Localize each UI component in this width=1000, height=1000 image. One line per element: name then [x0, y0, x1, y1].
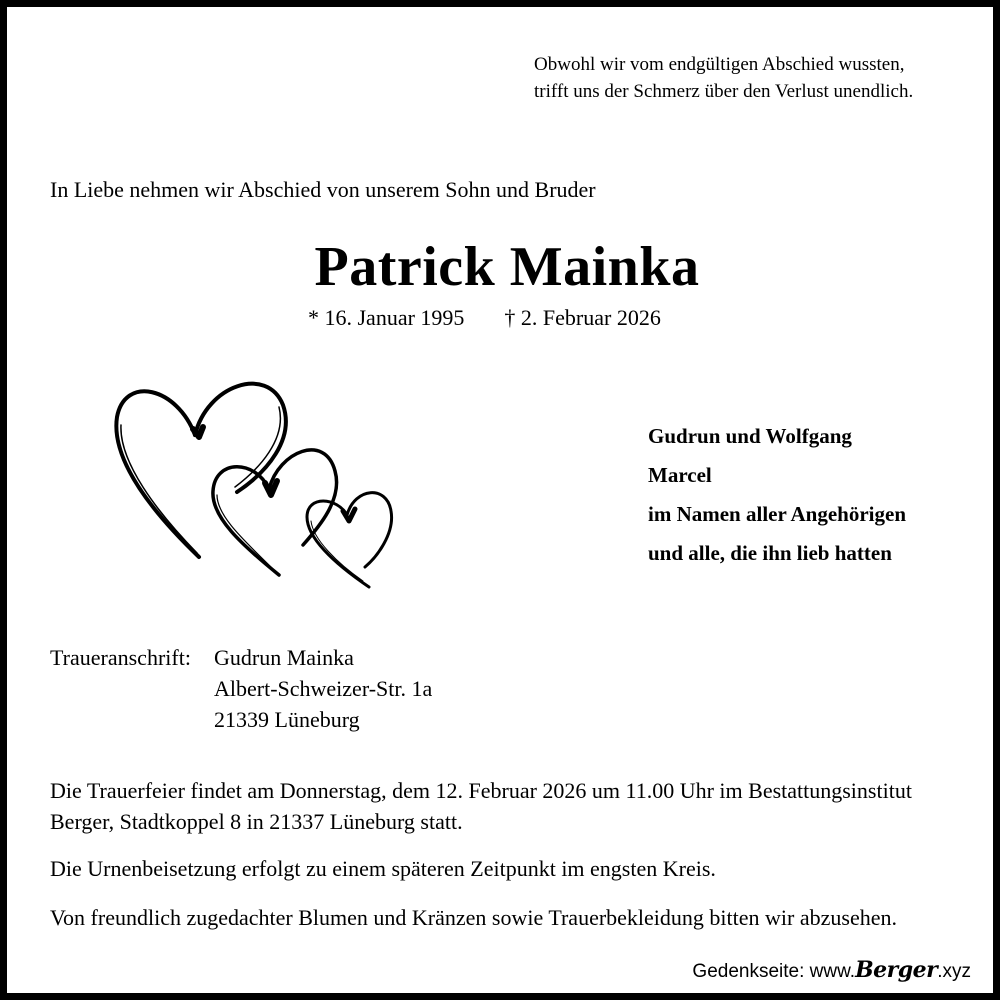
address-line: Gudrun Mainka [214, 645, 354, 670]
mourner-line: Marcel [648, 463, 712, 487]
mourner-line: und alle, die ihn lieb hatten [648, 541, 892, 565]
intro-text: In Liebe nehmen wir Abschied von unserem Sohn und Bruder [50, 177, 596, 202]
address-line: 21339 Lüneburg [214, 707, 360, 732]
life-dates [308, 305, 661, 331]
flowers-request-text: Von freundlich zugedachter Blumen und Kränzen sowie Trauerbekleidung bitten wir abzusehen. [50, 905, 897, 930]
mourner-line: im Namen aller Angehörigen [648, 502, 907, 526]
urn-burial-text: Die Urnenbeisetzung erfolgt zu einem späteren Zeitpunkt im engsten Kreis. [50, 856, 716, 881]
funeral-service-text: Die Trauerfeier findet am Donnerstag, dem 12. Februar 2026 um 11.00 Uhr im Bestattungsinstitut Berger, Stadtkoppel 8 in 21337 Lüneburg statt. [50, 778, 912, 834]
death-date: † 2. Februar 2026 [504, 305, 661, 330]
motto-quote [534, 51, 913, 105]
brand-logo-text: Berger [855, 957, 938, 983]
motto-line-2: trifft uns der Schmerz über den Verlust unendlich. [534, 81, 914, 102]
footer-suffix: .xyz [937, 961, 971, 982]
mourner-line: Gudrun und Wolfgang [648, 424, 852, 448]
address-line: Albert-Schweizer-Str. 1a [214, 676, 433, 701]
memorial-page-link[interactable] [692, 957, 971, 983]
birth-date: * 16. Januar 1995 [308, 305, 465, 330]
motto-line-1: Obwohl wir vom endgültigen Abschied wussten, [534, 54, 905, 75]
deceased-name: Patrick Mainka [314, 236, 700, 298]
footer-prefix: Gedenkseite: www. [692, 961, 856, 982]
mourning-address [214, 642, 432, 735]
address-label: Traueranschrift: [50, 645, 191, 670]
three-hearts-icon [107, 367, 407, 597]
mourners-list [648, 417, 906, 573]
